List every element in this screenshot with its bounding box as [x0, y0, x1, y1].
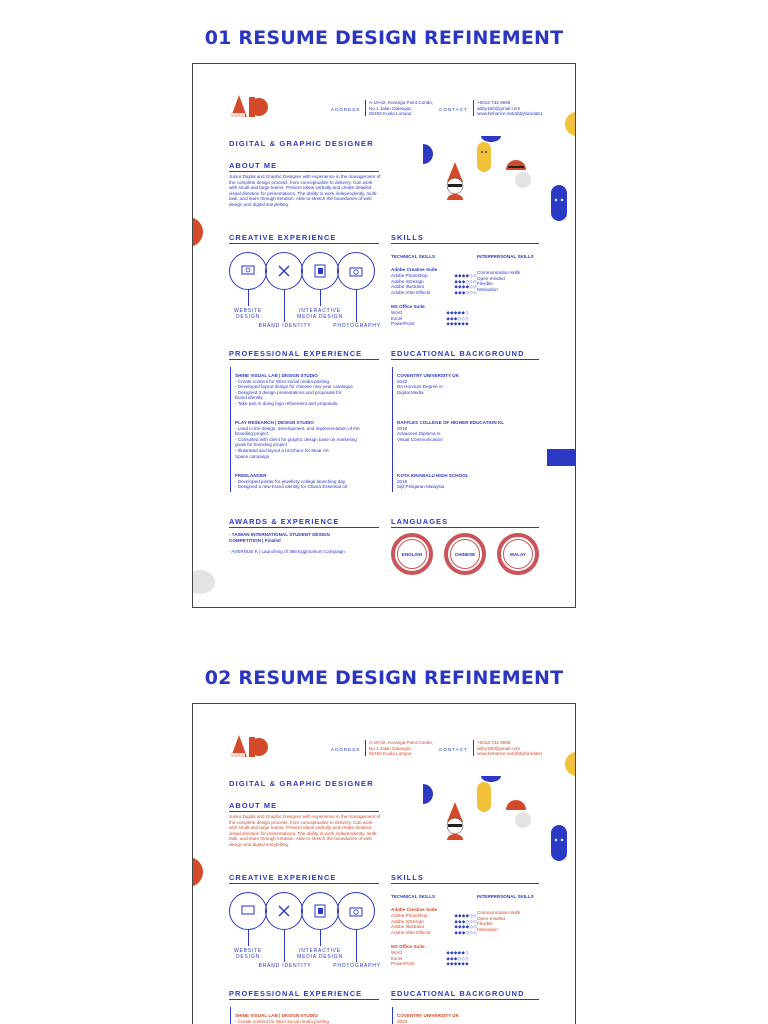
resume-sheet-02 [192, 703, 576, 1024]
job-title: FREELANCER [235, 473, 267, 478]
adobe-suite-label: Adobe Creative Suite [391, 267, 438, 272]
school-name: COVENTRY UNIVERSITY UK [397, 373, 459, 378]
skill-name: Adobe Illustrator [391, 284, 425, 290]
creative-label-brand: BRAND IDENTITY [258, 323, 312, 329]
school-detail: Advanced Diploma in [397, 431, 441, 437]
about-text: Junior Digital and Graphic Designer with experience in the management of the complete design process, from conceptualize to delivery. Can work with small and large teams. Present ideas verbally and create detailed visual direction for presentations. The ability to work independently, multi-task, and learn through iteration. Able to stretch the boundaries of web design and digital storytelling. [229, 174, 381, 207]
job-line: - Developed layout design for chinese new year catalogue. [235, 384, 355, 390]
skill-name: Excel [391, 955, 403, 961]
about-heading: ABOUT ME [229, 801, 278, 810]
skill-name: Adobe Illustrator [391, 924, 425, 930]
interpersonal-item: Motivation [477, 286, 498, 292]
school-name: COVENTRY UNIVERSITY UK [397, 1013, 459, 1018]
language-label: CHINESE [450, 539, 480, 569]
address-label: ADDRESS [331, 107, 361, 112]
skill-rating: ◆◆◆◆◇◇ [454, 273, 477, 278]
job-title: PLAY RESEARCH | DESIGN STUDIO [235, 420, 314, 425]
role-title: DIGITAL & GRAPHIC DESIGNER [229, 779, 374, 788]
section-title-02: 02 RESUME DESIGN REFINEMENT [204, 667, 564, 689]
school-year: 2022 [397, 378, 408, 384]
interpersonal-list [477, 270, 520, 292]
adobe-suite-label: Adobe Creative Suite [391, 907, 438, 912]
skills-heading: SKILLS [391, 873, 424, 882]
job-line: - Lead in the design, development, and implementation of the [235, 425, 360, 431]
photography-icon-circle [337, 892, 375, 930]
skill-rating: ◆◆◆◇◇◇ [454, 278, 477, 284]
interpersonal-list [477, 910, 520, 932]
award-item: - TAIWAN INTERNATIONAL STUDENT DESIGN COMPETITION | Finalist [229, 532, 330, 543]
ms-suite-label: MS Office Suite [391, 944, 425, 949]
skill-rating: ◆◆◆◇◇◇ [454, 929, 477, 935]
interpersonal-item: Open-minded [477, 915, 505, 921]
creative-heading: CREATIVE EXPERIENCE [229, 233, 337, 242]
job-line: - Consulted with client for graphic design base on marketing [235, 436, 357, 442]
professional-heading: PROFESSIONAL EXPERIENCE [229, 349, 363, 358]
skill-name: Word [391, 950, 402, 955]
school-year: 2016 [397, 478, 408, 484]
skill-rating: ◆◆◆◆◇◇ [454, 913, 477, 918]
tools-icon [277, 264, 291, 278]
skill-rating: ◆◆◆◆◆◆ [446, 321, 469, 327]
address-block [369, 100, 433, 117]
creative-heading: CREATIVE EXPERIENCE [229, 873, 337, 882]
skill-name: Excel [391, 315, 403, 321]
skill-name: Adobe InDesign [391, 918, 424, 924]
creative-label-web: WEBSITE DESIGN [233, 308, 263, 320]
job-entry [235, 373, 381, 407]
skill-name: PowerPoint [391, 961, 415, 967]
brand-identity-icon-circle [265, 252, 303, 290]
decor-red-half-circle-left [192, 217, 203, 247]
school-name: RAFFLES COLLEGE OF HIGHER EDUCATION KL [397, 420, 505, 425]
skill-rating: ◆◆◆◆◆◇ [446, 950, 469, 955]
school-year: 2018 [397, 425, 408, 431]
skill-name: Adobe Photoshop [391, 913, 428, 918]
monogram-logo [229, 731, 273, 759]
address-line: 50450 Kuala Lumpur [369, 751, 412, 757]
skill-name: Adobe Photoshop [391, 273, 428, 278]
contact-email[interactable]: abby180@gmail.com [477, 105, 521, 111]
job-line: Space campaign. [235, 453, 271, 459]
creative-label-interactive: INTERACTIVE MEDIA DESIGN [297, 948, 343, 960]
tablet-icon [314, 264, 326, 278]
resume-sheet-01 [192, 63, 576, 608]
address-line: A-19-02, Koranga Point Condo, [369, 100, 434, 105]
contact-website[interactable]: www.behance.net/abbyhanda61 [477, 751, 543, 757]
school-detail: Sijil Pelajaran Malaysia [397, 484, 445, 490]
job-line: - Create content for Wizo social media posting. [235, 1018, 331, 1024]
education-heading: EDUCATIONAL BACKGROUND [391, 989, 525, 998]
job-entry [235, 420, 381, 459]
skill-name: PowerPoint [391, 321, 415, 327]
contact-website[interactable]: www.behance.net/abbyhanda61 [477, 111, 543, 117]
job-line: - Designed a new brand identity for Chiara Essential oil. [235, 484, 349, 490]
creative-label-brand: BRAND IDENTITY [258, 963, 312, 969]
skill-rating: ◆◆◆◆◇◇ [454, 924, 477, 930]
contact-email[interactable]: abby180@gmail.com [477, 745, 521, 751]
address-line: A-19-02, Koranga Point Condo, [369, 740, 434, 745]
education-entry [397, 1013, 459, 1024]
address-line: No.1 Jalan Dalangut, [369, 105, 412, 111]
job-line: goals for branding project. [235, 442, 289, 448]
creative-label-web: WEBSITE DESIGN [233, 948, 263, 960]
skill-rating: ◆◆◆◆◇◇ [454, 284, 477, 290]
contact-block [477, 100, 542, 117]
creative-label-photo: PHOTOGRAPHY [333, 323, 381, 329]
job-line: - Take part in doing logo refinement and proposals. [235, 400, 339, 406]
address-label: ADDRESS [331, 747, 361, 752]
contact-label: CONTACT [439, 107, 468, 112]
website-design-icon-circle [229, 892, 267, 930]
school-name: KOTA KINABALU HIGH SCHOOL [397, 473, 469, 478]
job-line: - Illustrated and layout a brochure for Muar Art [235, 447, 329, 453]
monogram-logo [229, 91, 273, 119]
job-line: - Create content for Wizo social media posting. [235, 378, 331, 384]
tablet-icon [314, 904, 326, 918]
decor-grey-circle [192, 570, 215, 594]
role-title: DIGITAL & GRAPHIC DESIGNER [229, 139, 374, 148]
job-entry [235, 473, 381, 490]
languages-heading: LANGUAGES [391, 517, 449, 526]
education-heading: EDUCATIONAL BACKGROUND [391, 349, 525, 358]
technical-skills-label: TECHNICAL SKILLS [391, 894, 436, 899]
contact-label: CONTACT [439, 747, 468, 752]
language-ring-malay [497, 533, 539, 575]
language-ring-chinese [444, 533, 486, 575]
contact-phone: +6016 732 9698 [477, 100, 511, 105]
camera-icon [349, 905, 363, 917]
edu-timeline-line [392, 1007, 393, 1024]
skill-name: Word [391, 310, 402, 315]
job-line: branding project. [235, 431, 270, 437]
camera-icon [349, 265, 363, 277]
creative-label-photo: PHOTOGRAPHY [333, 963, 381, 969]
interpersonal-item: Open-minded [477, 275, 505, 281]
education-entry [397, 420, 504, 442]
skill-rating: ◆◆◆◇◇◇ [446, 315, 469, 321]
brand-identity-icon-circle [265, 892, 303, 930]
ms-suite-label: MS Office Suite [391, 304, 425, 309]
interpersonal-item: Communication skills [477, 910, 521, 915]
contact-block [477, 740, 542, 757]
interpersonal-item: Communication skills [477, 270, 521, 275]
interpersonal-skills-label: INTERPERSONAL SKILLS [477, 894, 534, 899]
skills-heading: SKILLS [391, 233, 424, 242]
adobe-skill-list [391, 913, 477, 935]
address-line: 50450 Kuala Lumpur [369, 111, 412, 117]
creative-label-interactive: INTERACTIVE MEDIA DESIGN [297, 308, 343, 320]
interactive-media-icon-circle [301, 252, 339, 290]
skill-name: Adobe After Effects [391, 289, 431, 295]
ms-skill-list [391, 950, 469, 967]
contact-phone: +6016 732 9698 [477, 740, 511, 745]
address-block [369, 740, 433, 757]
language-ring-english [391, 533, 433, 575]
photography-icon-circle [337, 252, 375, 290]
award-item: - AVERNUE K | Launching of 388 Eggmonium Campaign [229, 549, 345, 554]
interpersonal-item: Flexible [477, 921, 493, 927]
address-line: No.1 Jalan Dalangut, [369, 745, 412, 751]
school-detail: Digital Media [397, 389, 424, 395]
school-detail: Visual Communication [397, 436, 443, 442]
skill-name: Adobe InDesign [391, 278, 424, 284]
job-title: SHINE VISUAL LAB | DESIGN STUDIO [235, 1013, 318, 1018]
adobe-skill-list [391, 273, 477, 295]
technical-skills-label: TECHNICAL SKILLS [391, 254, 436, 259]
education-entry [397, 373, 459, 395]
about-heading: ABOUT ME [229, 161, 278, 170]
decor-blue-tab [547, 449, 576, 466]
professional-heading: PROFESSIONAL EXPERIENCE [229, 989, 363, 998]
section-title-01: 01 RESUME DESIGN REFINEMENT [204, 27, 564, 49]
job-line: brand identity. [235, 395, 264, 401]
tools-icon [277, 904, 291, 918]
skill-rating: ◆◆◆◇◇◇ [454, 918, 477, 924]
monitor-icon [241, 265, 255, 277]
education-entry [397, 473, 468, 490]
job-title: SHINE VISUAL LAB | DESIGN STUDIO [235, 373, 318, 378]
interpersonal-item: Flexible [477, 281, 493, 287]
decor-red-half-circle-left [192, 857, 203, 887]
timeline-line [230, 367, 231, 492]
job-line: - Designed 3 design presentations and proposals for [235, 389, 342, 395]
interpersonal-skills-label: INTERPERSONAL SKILLS [477, 254, 534, 259]
language-label: MALAY [503, 539, 533, 569]
skill-rating: ◆◆◆◇◇◇ [454, 289, 477, 295]
skill-rating: ◆◆◆◆◆◆ [446, 961, 469, 967]
skill-rating: ◆◆◆◆◆◇ [446, 310, 469, 315]
monitor-icon [241, 905, 255, 917]
language-label: ENGLISH [397, 539, 427, 569]
school-detail: BA Honours Degree in [397, 384, 443, 390]
ms-skill-list [391, 310, 469, 327]
job-line: - Developed poster for jewellery college launching day. [235, 478, 346, 484]
character-illustrations [421, 130, 571, 226]
job-entry [235, 1013, 381, 1024]
character-illustrations [421, 770, 571, 866]
school-year: 2022 [397, 1018, 408, 1024]
skill-rating: ◆◆◆◇◇◇ [446, 955, 469, 961]
about-text: Junior Digital and Graphic Designer with experience in the management of the complete design process, from conceptualize to delivery. Can work with small and large teams. Present ideas verbally and create detailed visual direction for presentations. The ability to work independently, multi-task, and learn through iteration. Able to stretch the boundaries of web design and digital storytelling. [229, 814, 381, 847]
interactive-media-icon-circle [301, 892, 339, 930]
awards-heading: AWARDS & EXPERIENCE [229, 517, 340, 526]
skill-name: Adobe After Effects [391, 929, 431, 935]
interpersonal-item: Motivation [477, 926, 498, 932]
timeline-line [230, 1007, 231, 1024]
website-design-icon-circle [229, 252, 267, 290]
edu-timeline-line [392, 367, 393, 492]
